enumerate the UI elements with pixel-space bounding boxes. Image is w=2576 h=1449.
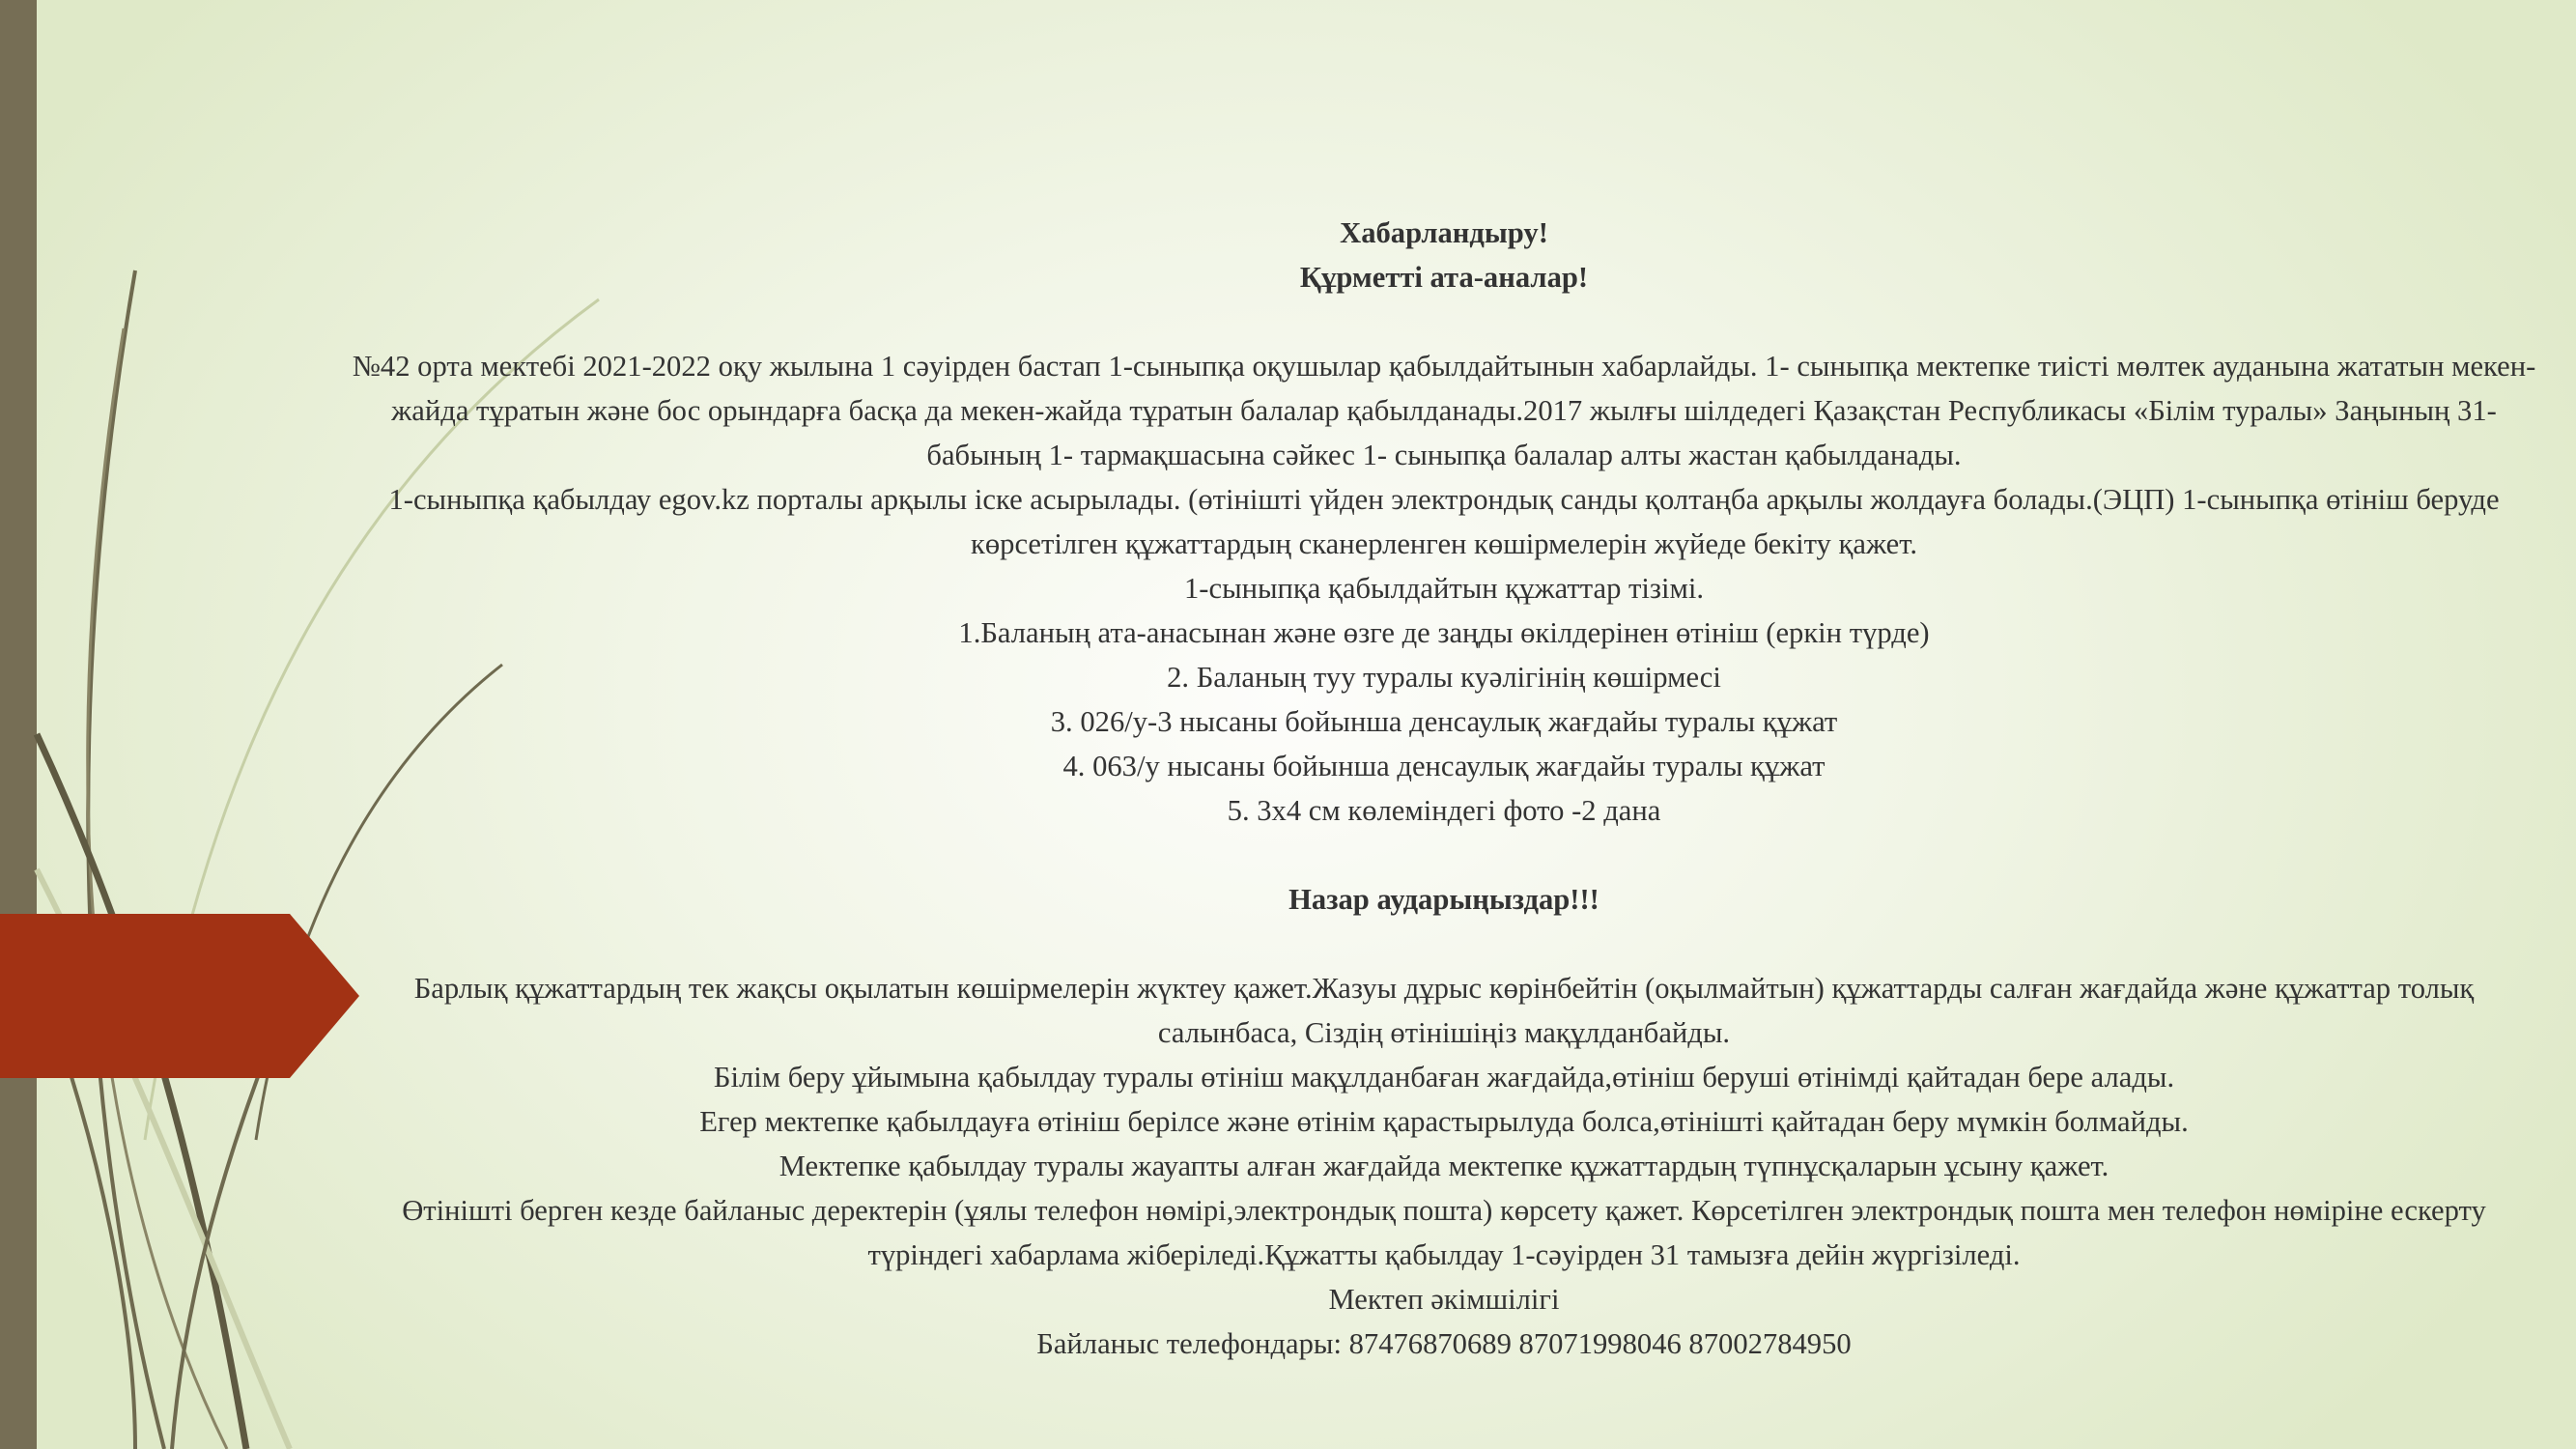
attention-heading: Назар аударыңыздар!!! bbox=[1288, 883, 1599, 916]
documents-list-title: 1-сыныпқа қабылдайтын құжаттар тізімі. bbox=[1184, 572, 1704, 605]
document-item: 2. Баланың туу туралы куәлігінің көшірмесі bbox=[1167, 661, 1721, 694]
announcement-title: Хабарландыру! bbox=[1340, 216, 1548, 249]
document-item: 1.Баланың ата-анасынан және өзге де заңды өкілдерінен өтініш (еркін түрде) bbox=[958, 616, 1930, 649]
signature: Мектеп әкімшілігі bbox=[1328, 1283, 1560, 1316]
note-item: Мектепке қабылдау туралы жауапты алған жағдайда мектепке құжаттардың түпнұсқаларын ұсыну қажет. bbox=[778, 1150, 2109, 1182]
intro-paragraph: №42 орта мектебі 2021-2022 оқу жылына 1 сәуірден бастап 1-сыныпқа оқушылар қабылдайтынын хабарлайды. 1- сыныпқа мектепке тиісті мөлтек ауданына жататын мекен-жайда тұратын және бос орындарға басқа да мекен-жайда тұратын балалар қабылданады.2017 жылғы шілдедегі Қазақстан Республикасы «Білім туралы» Заңының 31-бабының 1- тармақшасына сәйкес 1- сыныпқа балалар алты жастан қабылданады. bbox=[352, 350, 2536, 471]
red-arrow-tag bbox=[0, 914, 359, 1078]
announcement-body bbox=[343, 211, 2545, 1366]
note-item: Егер мектепке қабылдауға өтініш берілсе және өтінім қарастырылуда болса,өтінішті қайтадан беру мүмкін болмайды. bbox=[699, 1105, 2189, 1138]
note-item: Барлық құжаттардың тек жақсы оқылатын көшірмелерін жүктеу қажет.Жазуы дұрыс көрінбейтін (оқылмайтын) құжаттарды салған жағдайда және құжаттар толық салынбаса, Сіздің өтінішіңіз мақұлданбайды. bbox=[413, 972, 2475, 1049]
document-item: 5. 3х4 см көлеміндегі фото -2 дана bbox=[1227, 794, 1661, 827]
document-item: 4. 063/у нысаны бойынша денсаулық жағдайы туралы құжат bbox=[1062, 750, 1826, 782]
greeting: Құрметті ата-аналар! bbox=[1299, 261, 1589, 294]
note-item: Білім беру ұйымына қабылдау туралы өтініш мақұлданбаған жағдайда,өтініш беруші өтінімді қайтадан бере алады. bbox=[713, 1061, 2175, 1094]
contact-phones: Байланыс телефондары: 87476870689 87071998046 87002784950 bbox=[1036, 1327, 1852, 1360]
note-item: Өтінішті берген кезде байланыс деректерін (ұялы телефон нөмірі,электрондық пошта) көрсету қажет. Көрсетілген электрондық пошта мен телефон нөміріне ескерту түріндегі хабарлама жіберіледі.Құжатты қабылдау 1-сәуірден 31 тамызға дейін жүргізіледі. bbox=[402, 1194, 2486, 1271]
document-item: 3. 026/у-3 нысаны бойынша денсаулық жағдайы туралы құжат bbox=[1050, 705, 1838, 738]
egov-paragraph: 1-сыныпқа қабылдау egov.kz порталы арқылы іске асырылады. (өтінішті үйден электрондық санды қолтаңба арқылы жолдауға болады.(ЭЦП) 1-сыныпқа өтініш беруде көрсетілген құжаттардың сканерленген көшірмелерін жүйеде бекіту қажет. bbox=[388, 483, 2500, 560]
